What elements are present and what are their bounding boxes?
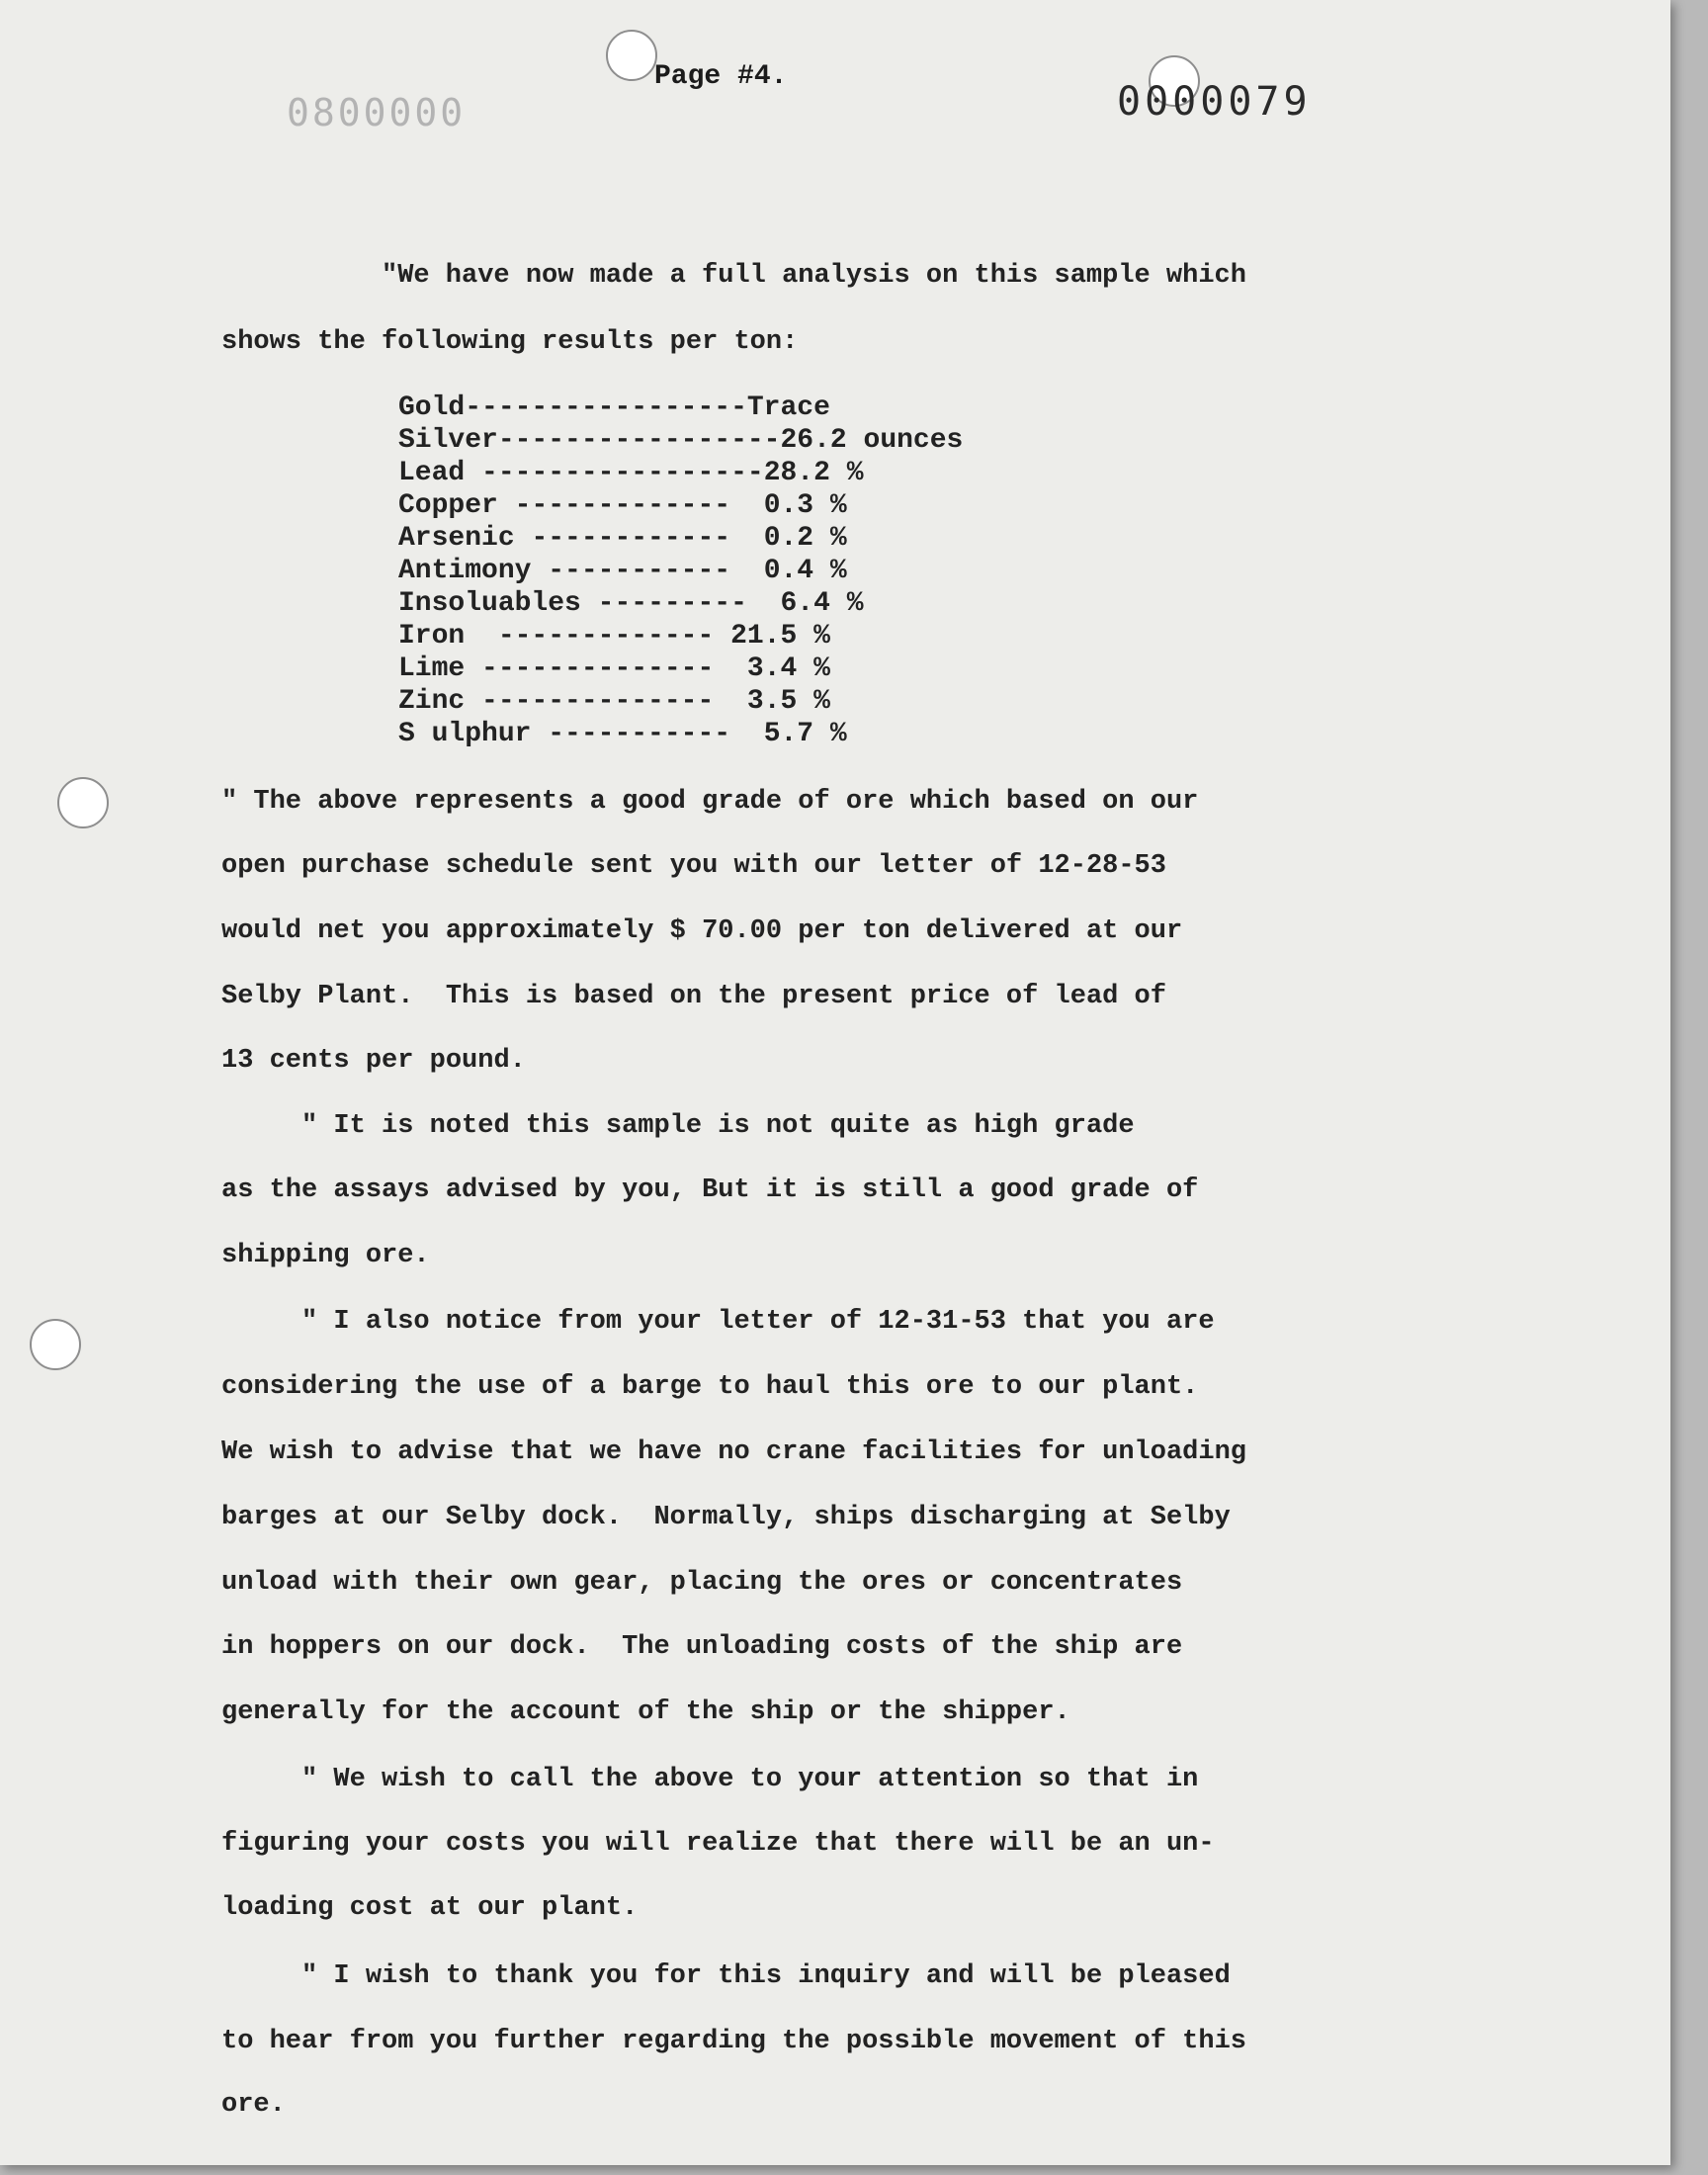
assay-row-lime xyxy=(398,652,963,685)
assay-unit: % xyxy=(846,588,864,619)
assay-leader: ------------- xyxy=(514,490,731,521)
assay-element: Iron xyxy=(398,621,466,652)
assay-leader: ----------------- xyxy=(481,458,764,488)
assay-row-lead xyxy=(398,457,963,489)
assay-unit: % xyxy=(813,686,830,717)
body-line: 13 cents per pound. xyxy=(221,1046,526,1076)
assay-leader: ----------------- xyxy=(497,425,781,456)
assay-unit: % xyxy=(829,719,847,749)
assay-row-silver xyxy=(398,424,963,457)
assay-element: Lead xyxy=(398,458,466,488)
body-line: as the assays advised by you, But it is still a good grade of xyxy=(221,1175,1199,1205)
assay-element: S ulphur xyxy=(398,719,532,749)
assay-unit: ounces xyxy=(863,425,964,456)
assay-value: 3.4 xyxy=(746,653,798,684)
assay-row-insoluables xyxy=(398,587,963,620)
assay-element: Gold xyxy=(398,392,466,423)
body-line: " The above represents a good grade of ore which based on our xyxy=(221,787,1199,817)
faded-stamp-number: 0800000 xyxy=(287,91,467,134)
assay-element: Antimony xyxy=(398,556,532,586)
punch-hole-mid-left xyxy=(57,777,109,828)
assay-value: 0.4 xyxy=(763,556,814,586)
body-line: generally for the account of the ship or the shipper. xyxy=(221,1697,1070,1727)
assay-value: 5.7 xyxy=(763,719,814,749)
assay-element: Insoluables xyxy=(398,588,581,619)
body-line: to hear from you further regarding the possible movement of this xyxy=(221,2027,1246,2056)
assay-value: 21.5 xyxy=(730,621,798,652)
assay-value: Trace xyxy=(746,392,830,423)
body-line: ore. xyxy=(221,2090,286,2120)
body-line: figuring your costs you will realize that there will be an un- xyxy=(221,1829,1215,1859)
body-line: in hoppers on our dock. The unloading costs of the ship are xyxy=(221,1632,1183,1662)
assay-unit: % xyxy=(829,490,847,521)
assay-leader: ------------ xyxy=(531,523,731,554)
assay-value: 28.2 xyxy=(763,458,830,488)
assay-leader: -------------- xyxy=(481,686,715,717)
body-line: barges at our Selby dock. Normally, ships discharging at Selby xyxy=(221,1503,1231,1532)
body-line: " We wish to call the above to your attention so that in xyxy=(221,1765,1199,1794)
assay-unit: % xyxy=(829,523,847,554)
assay-unit: % xyxy=(829,556,847,586)
assay-value: 3.5 xyxy=(746,686,798,717)
body-line: We wish to advise that we have no crane facilities for unloading xyxy=(221,1437,1246,1467)
document-number: 0000079 xyxy=(1117,79,1312,125)
assay-leader: ----------- xyxy=(548,719,731,749)
assay-results-table xyxy=(398,392,963,750)
body-line: shipping ore. xyxy=(221,1241,430,1270)
assay-row-copper xyxy=(398,489,963,522)
punch-hole-lower-left xyxy=(30,1319,81,1370)
intro-line: "We have now made a full analysis on this sample which xyxy=(382,261,1246,291)
assay-leader: ----------- xyxy=(548,556,731,586)
body-line: " It is noted this sample is not quite as high grade xyxy=(221,1111,1135,1141)
assay-row-arsenic xyxy=(398,522,963,555)
assay-unit: % xyxy=(813,653,830,684)
assay-leader: ----------------- xyxy=(465,392,747,423)
assay-element: Zinc xyxy=(398,686,466,717)
assay-leader: ------------- xyxy=(497,621,715,652)
assay-row-iron xyxy=(398,620,963,652)
body-line: considering the use of a barge to haul this ore to our plant. xyxy=(221,1372,1199,1402)
assay-unit: % xyxy=(813,621,830,652)
assay-value: 0.2 xyxy=(763,523,814,554)
assay-element: Arsenic xyxy=(398,523,515,554)
body-line: " I wish to thank you for this inquiry and will be pleased xyxy=(221,1961,1231,1991)
assay-element: Lime xyxy=(398,653,466,684)
body-line: open purchase schedule sent you with our letter of 12-28-53 xyxy=(221,851,1166,881)
body-line: unload with their own gear, placing the ores or concentrates xyxy=(221,1568,1183,1598)
assay-leader: --------- xyxy=(597,588,747,619)
assay-element: Silver xyxy=(398,425,498,456)
assay-value: 6.4 xyxy=(780,588,830,619)
assay-row-antimony xyxy=(398,555,963,587)
page-number-label: Page #4. xyxy=(654,61,788,92)
assay-row-gold xyxy=(398,392,963,424)
assay-row-zinc xyxy=(398,685,963,718)
intro-line: shows the following results per ton: xyxy=(221,327,799,357)
assay-value: 26.2 xyxy=(780,425,847,456)
assay-value: 0.3 xyxy=(763,490,814,521)
punch-hole-top-left xyxy=(606,30,657,81)
body-line: loading cost at our plant. xyxy=(221,1893,639,1923)
body-line: Selby Plant. This is based on the present price of lead of xyxy=(221,982,1166,1011)
body-line: " I also notice from your letter of 12-31-53 that you are xyxy=(221,1307,1215,1337)
assay-unit: % xyxy=(846,458,864,488)
assay-row-sulphur xyxy=(398,718,963,750)
assay-leader: -------------- xyxy=(481,653,715,684)
assay-element: Copper xyxy=(398,490,498,521)
body-line: would net you approximately $ 70.00 per ton delivered at our xyxy=(221,916,1183,946)
